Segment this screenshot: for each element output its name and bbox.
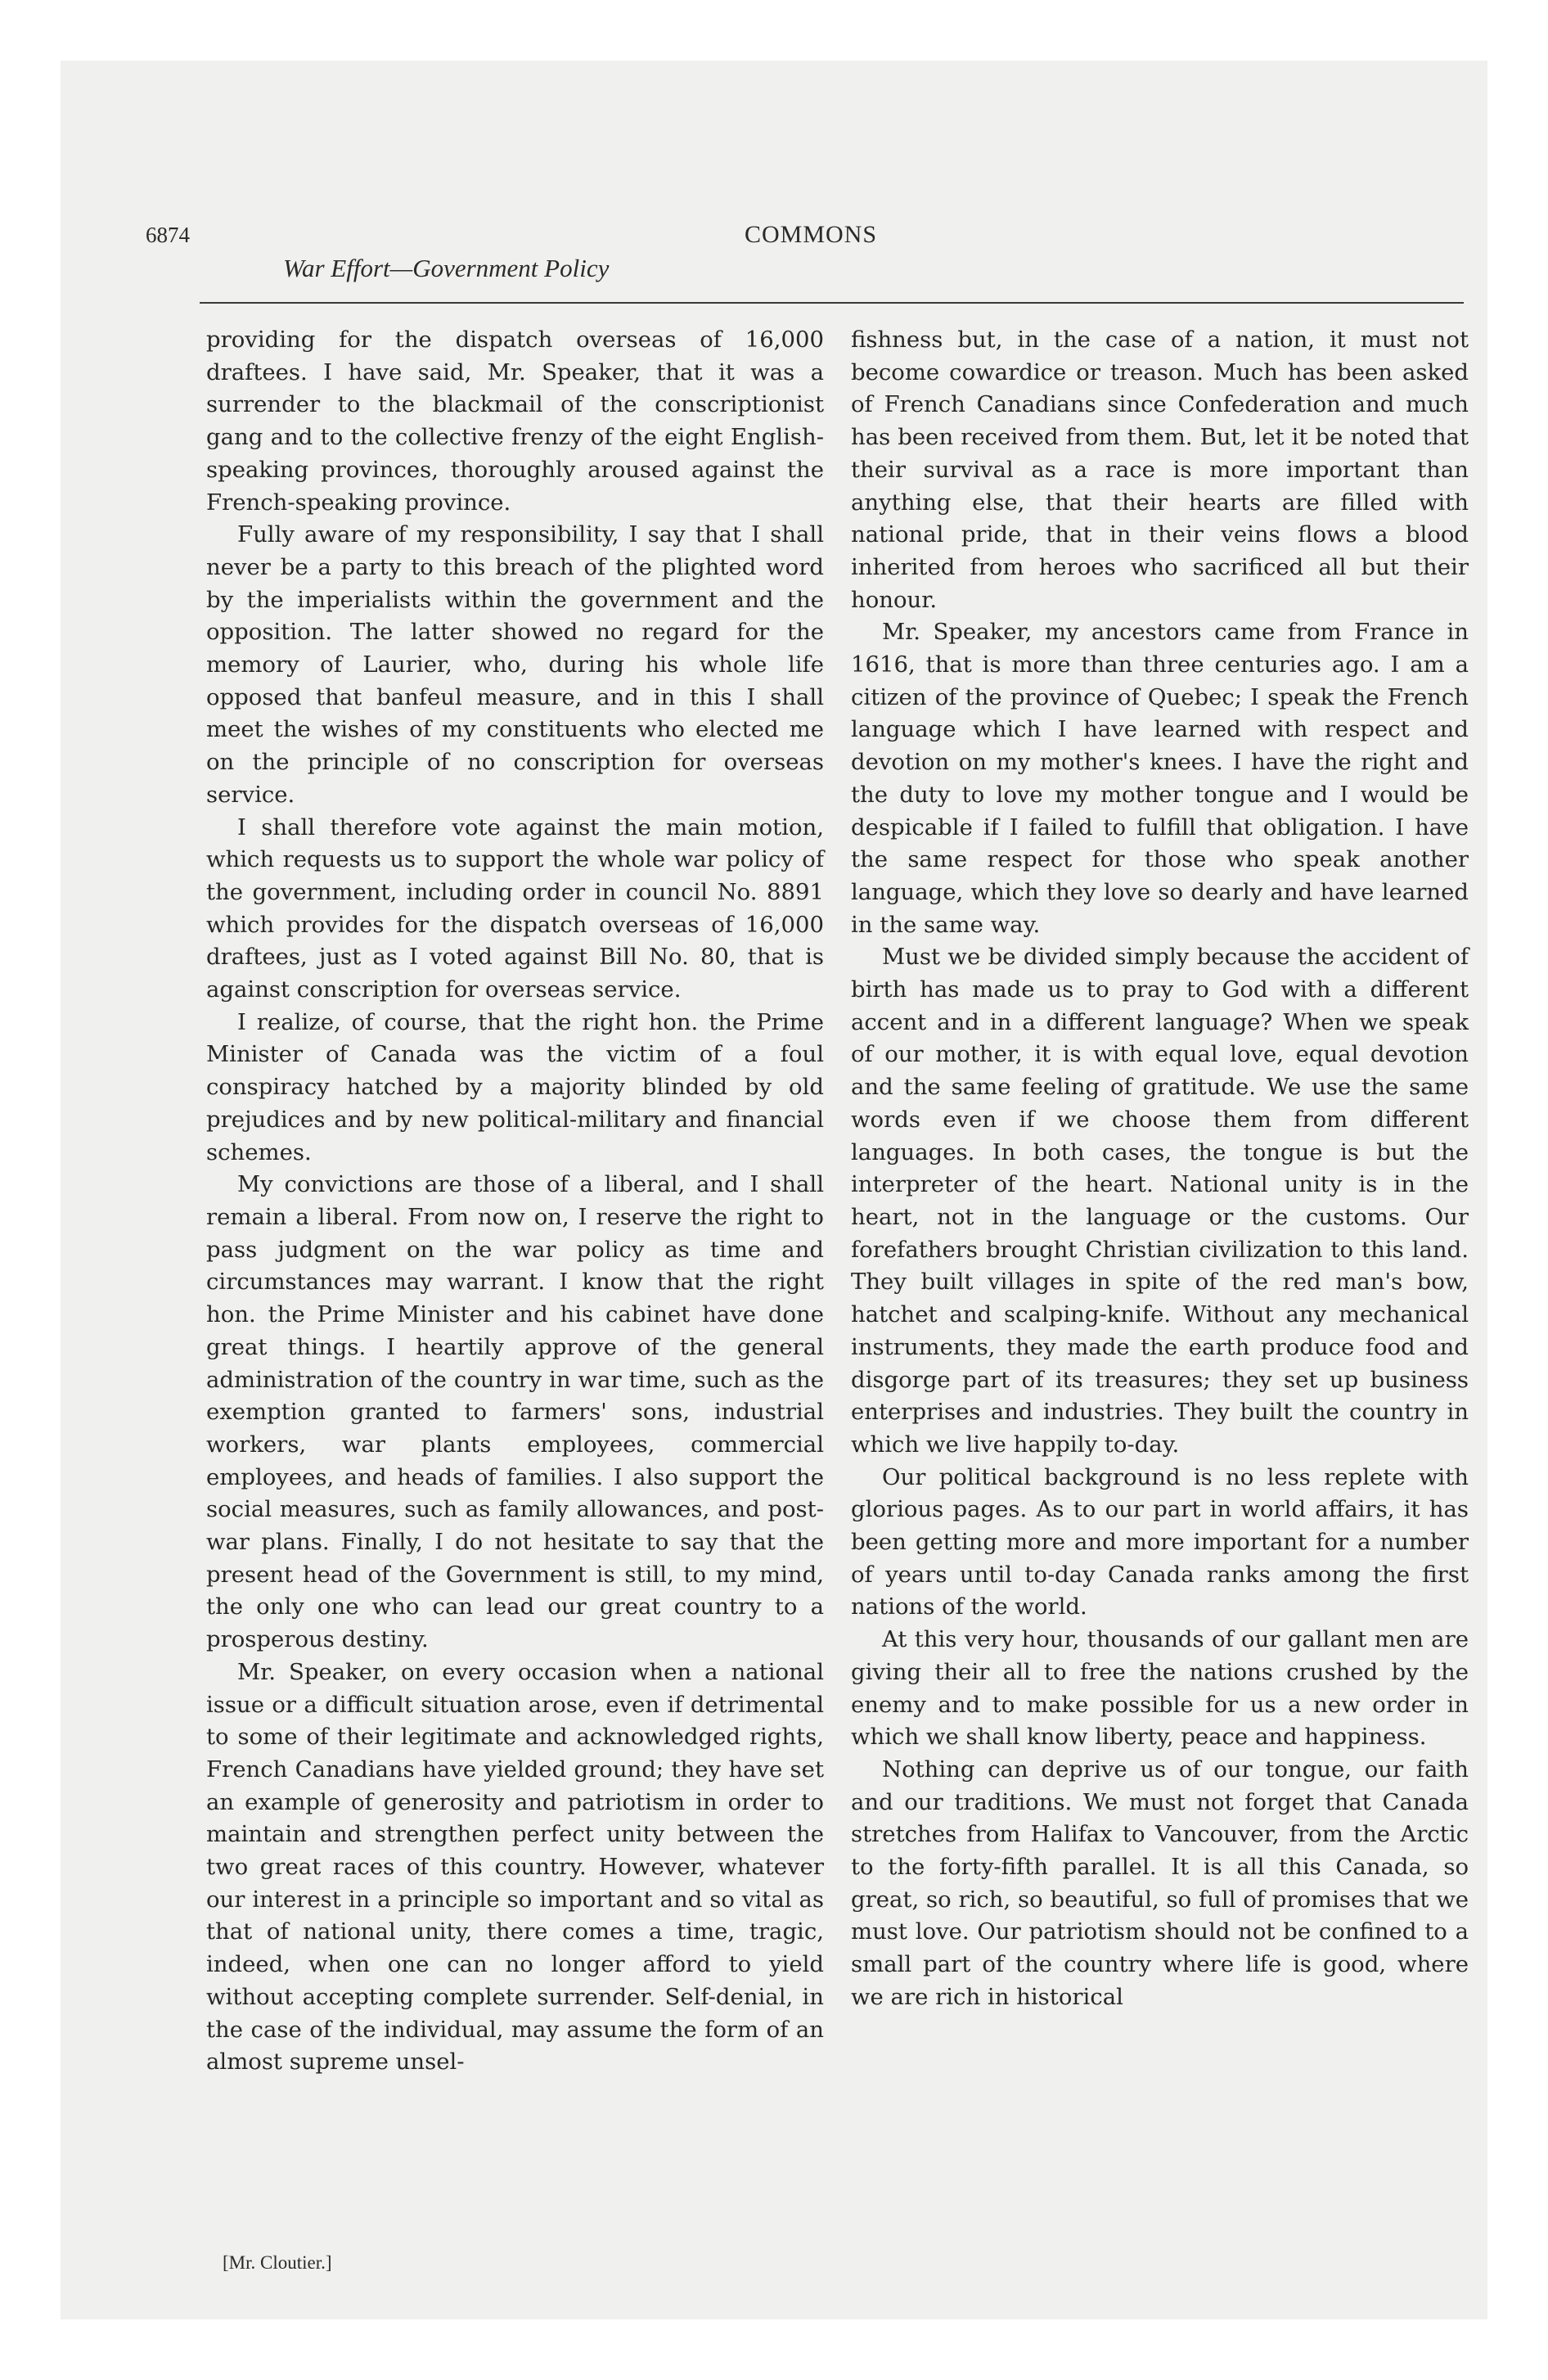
paragraph: At this very hour, thousands of our gallant men are giving their all to free the nations crushed by the enemy and to make possible for us a new order in which we shall know liberty, peace and happiness. (851, 1626, 1469, 1751)
page-number: 6874 (146, 223, 190, 247)
paragraph: Nothing can deprive us of our tongue, our faith and our traditions. We must not forget that Canada stretches from Halifax to Vancouver, from the Arctic to the forty-fifth parallel. It is all this Canada, so great, so rich, so beautiful, so full of promises that we must love. Our patriotism should not be confined to a small part of the country where life is good, where we are rich in historical (851, 1756, 1469, 2010)
paragraph: Must we be divided simply because the accident of birth has made us to pray to God with a different accent and in a different language? When we speak of our mother, it is with equal love, equal devotion and the same feeling of gratitude. We use the same words even if we choose them from different languages. In both cases, the tongue is but the interpreter of the heart. National unity is in the heart, not in the language or the customs. Our forefathers brought Christian civilization to this land. They built villages in spite of the red man's bow, hatchet and scalping-knife. Without any mechanical instruments, they made the earth produce food and disgorge part of its treasures; they set up business enterprises and industries. They built the country in which we live happily to-day. (851, 944, 1469, 1458)
paragraph: Mr. Speaker, my ancestors came from France in 1616, that is more than three centuries ago. I am a citizen of the province of Quebec; I speak the French language which I have learned with respect and devotion on my mother's knees. I have the right and the duty to love my mother tongue and I would be despicable if I failed to fulfill that obligation. I have the same respect for those who speak another language, which they love so dearly and have learned in the same way. (851, 619, 1469, 938)
paragraph: providing for the dispatch overseas of 16,000 draftees. I have said, Mr. Speaker, that it was a surrender to the blackmail of the conscriptionist gang and to the collective frenzy of the eight English-speaking provinces, thoroughly aroused against the French-speaking province. (206, 327, 824, 516)
speaker-footer-note: [Mr. Cloutier.] (223, 2252, 332, 2273)
paragraph: fishness but, in the case of a nation, it must not become cowardice or treason. Much has been asked of French Canadians since Confederation and much has been received from them. But, let it be noted that their survival as a race is more important than anything else, that their hearts are filled with national pride, that in their veins flows a blood inherited from heroes who sacrificed all but their honour. (851, 327, 1469, 613)
left-column (206, 324, 824, 2079)
paragraph: Mr. Speaker, on every occasion when a national issue or a difficult situation arose, even if detrimental to some of their legitimate and acknowledged rights, French Canadians have yielded ground; they have set an example of generosity and patriotism in order to maintain and strengthen perfect unity between the two great races of this country. However, whatever our interest in a principle so important and so vital as that of national unity, there comes a time, tragic, indeed, when one can no longer afford to yield without accepting complete surrender. Self-denial, in the case of the individual, may assume the form of an almost supreme unsel- (206, 1658, 824, 2076)
running-head: COMMONS (745, 221, 878, 248)
paragraph: My convictions are those of a liberal, and I shall remain a liberal. From now on, I reserve the right to pass judgment on the war policy as time and circumstances may warrant. I know that the right hon. the Prime Minister and his cabinet have done great things. I heartily approve of the general administration of the country in war time, such as the exemption granted to farmers' sons, industrial workers, war plants employees, commercial employees, and heads of families. I also support the social measures, such as family allowances, and post-war plans. Finally, I do not hesitate to say that the present head of the Government is still, to my mind, the only one who can lead our great country to a prosperous destiny. (206, 1171, 824, 1653)
paragraph: Our political background is no less replete with glorious pages. As to our part in world affairs, it has been getting more and more important for a number of years until to-day Canada ranks among the first nations of the world. (851, 1463, 1469, 1620)
paragraph: Fully aware of my responsibility, I say that I shall never be a party to this breach of the plighted word by the imperialists within the government and the opposition. The latter showed no regard for the memory of Laurier, who, during his whole life opposed that banfeul measure, and in this I shall meet the wishes of my constituents who elected me on the principle of no conscription for overseas service. (206, 521, 824, 808)
right-column (851, 324, 1469, 2014)
paragraph: I shall therefore vote against the main motion, which requests us to support the whole war policy of the government, including order in council No. 8891 which provides for the dispatch overseas of 16,000 draftees, just as I voted against Bill No. 80, that is against conscription for overseas service. (206, 814, 824, 1003)
scanned-page (61, 61, 1487, 2319)
paragraph: I realize, of course, that the right hon. the Prime Minister of Canada was the victim of a foul conspiracy hatched by a majority blinded by old prejudices and by new political-military and financial schemes. (206, 1008, 824, 1165)
section-title: War Effort—Government Policy (283, 254, 610, 282)
header-rule (200, 302, 1464, 304)
